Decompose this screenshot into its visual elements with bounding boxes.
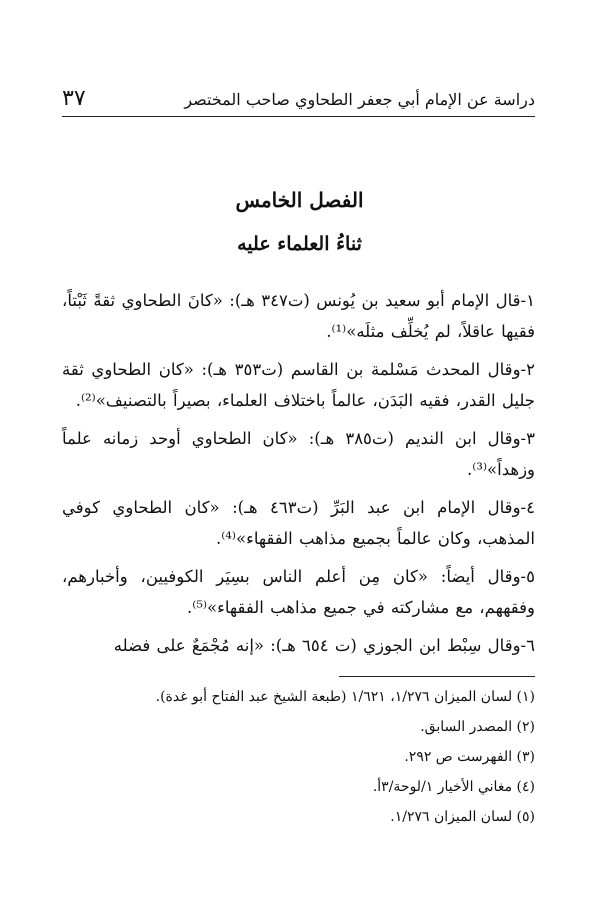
- footnote-5: (٥) لسان الميزان ١/٢٧٦.: [390, 809, 535, 825]
- paragraph-3: ٣-وقال ابن النديم (ت٣٨٥ هـ): «كان الطحاوي أوحد زمانه علماً وزهداً»⁽³⁾.: [62, 429, 535, 479]
- footnotes: [62, 688, 535, 838]
- header-title: دراسة عن الإمام أبي جعفر الطحاوي صاحب المختصر: [184, 90, 535, 109]
- paragraph-6: ٦-وقال سِبْط ابن الجوزي (ت ٦٥٤ هـ): «إنه مُجْمَعٌ على فضله: [113, 636, 535, 655]
- section-title: ثناءُ العلماء عليه: [237, 233, 362, 255]
- running-header: [62, 88, 535, 117]
- footnote-separator: [339, 676, 535, 677]
- chapter-title: الفصل الخامس: [235, 188, 364, 212]
- footnote-2: (٢) المصدر السابق.: [420, 719, 535, 735]
- footnote-4: (٤) مغاني الأخيار ١/لوحة/٣أ.: [372, 779, 535, 795]
- footnote-1: (١) لسان الميزان ١/٢٧٦، ١/٦٢١ (طبعة الشيخ عبد الفتاح أبو غدة).: [155, 689, 535, 705]
- body-text: [62, 285, 535, 668]
- footnote-3: (٣) الفهرست ص ٢٩٢.: [404, 749, 535, 765]
- paragraph-5: ٥-وقال أيضاً: «كان مِن أعلم الناس بسِيَر الكوفيين، وأخبارهم، وفقههم، مع مشاركته في جميع مذاهب الفقهاء»⁽⁵⁾.: [62, 567, 535, 617]
- page-number: ٣٧: [62, 86, 86, 111]
- paragraph-4: ٤-وقال الإمام ابن عبد البَرِّ (ت٤٦٣ هـ): «كان الطحاوي كوفي المذهب، وكان عالماً بجميع مذاهب الفقهاء»⁽⁴⁾.: [62, 498, 535, 548]
- paragraph-2: ٢-وقال المحدث مَسْلمة بن القاسم (ت٣٥٣ هـ): «كان الطحاوي ثقة جليل القدر، فقيه البَدَن، عالماً باختلاف العلماء، بصيراً بالتصنيف»⁽²⁾.: [62, 360, 535, 410]
- paragraph-1: ١-قال الإمام أبو سعيد بن يُونس (ت٣٤٧ هـ): «كانَ الطحاوي ثقةً ثَبْتاً، فقيها عاقلاً، لم يُخلِّف مثلَه»⁽¹⁾.: [62, 291, 535, 341]
